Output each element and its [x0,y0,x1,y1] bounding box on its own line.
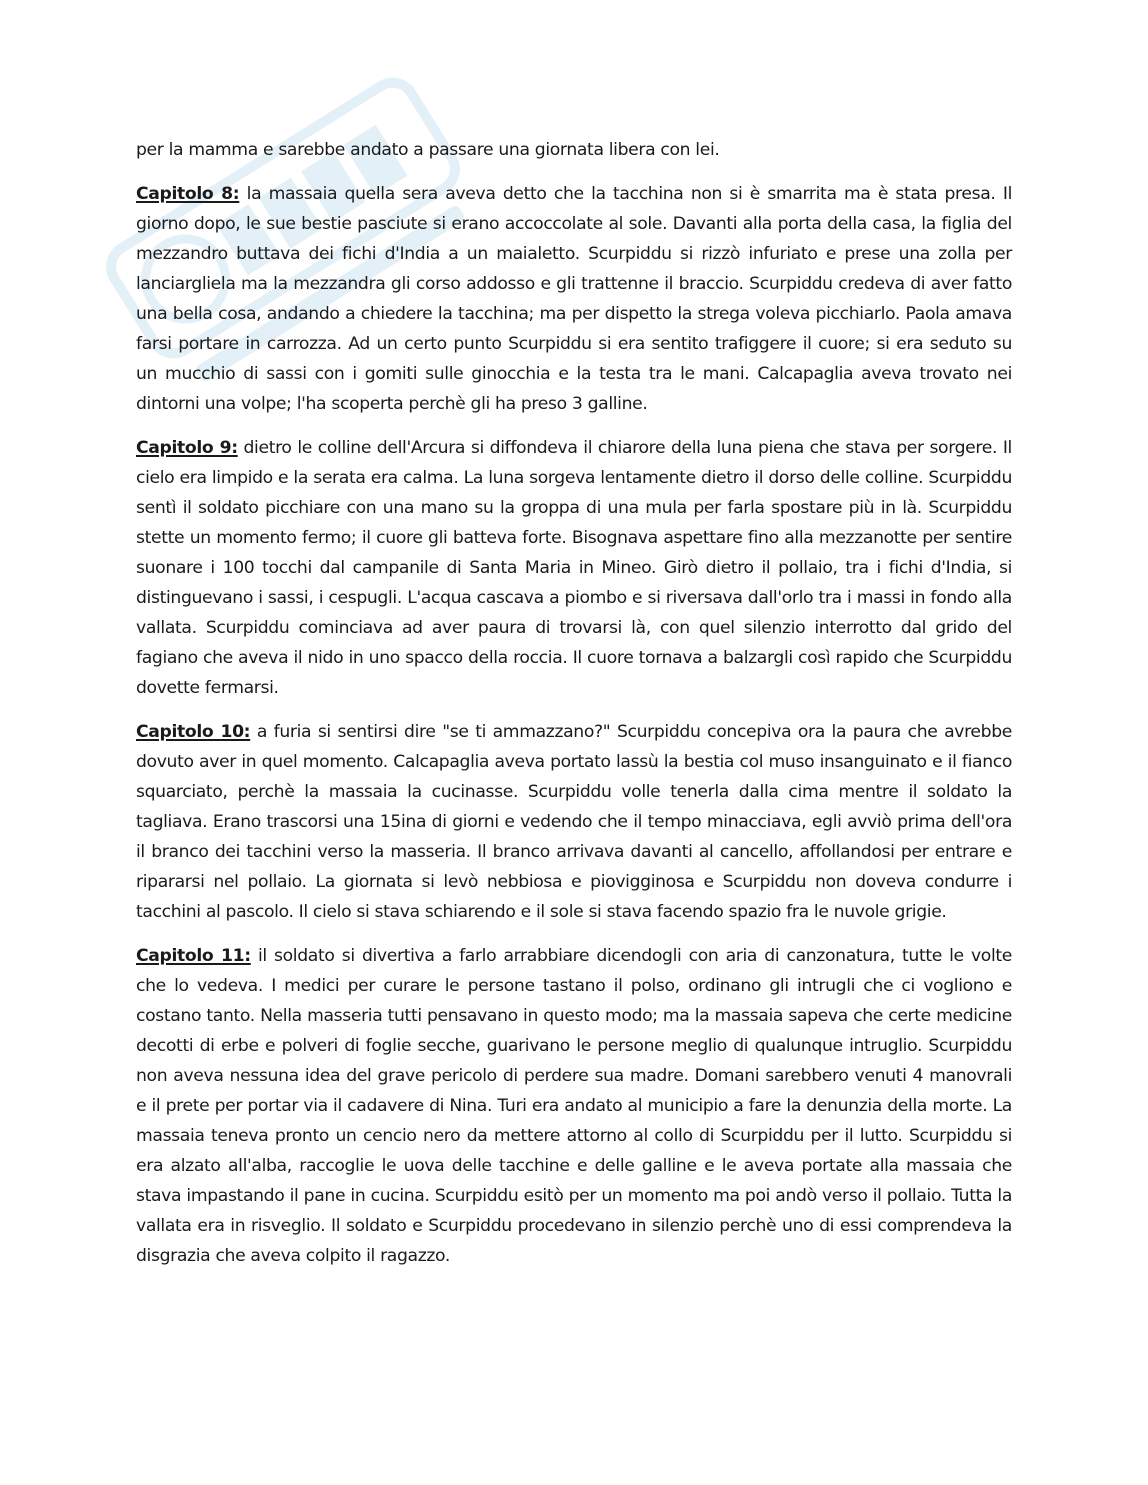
chapter-paragraph [136,179,1012,419]
chapter-heading: Capitolo 10: [136,722,251,742]
chapter-text: a furia si sentirsi dire "se ti ammazzano?" Scurpiddu concepiva ora la paura che avrebbe dovuto aver in quel momento. Calcapaglia aveva portato lassù la bestia col muso insanguinato e il fianco squarciato, perchè la massaia la cucinasse. Scurpiddu volle tenerla dalla cima mentre il soldato la tagliava. Erano trascorsi una 15ina di giorni e vedendo che il tempo minacciava, egli avviò prima dell'ora il branco dei tacchini verso la masseria. Il branco arrivava davanti al cancello, affollandosi per entrare e ripararsi nel pollaio. La giornata si levò nebbiosa e piovigginosa e Scurpiddu non doveva condurre i tacchini al pascolo. Il cielo si stava schiarendo e il sole si stava facendo spazio fra le nuvole grigie. [136,722,1012,922]
chapter-paragraph [136,433,1012,703]
chapter-heading: Capitolo 11: [136,946,251,966]
intro-paragraph: per la mamma e sarebbe andato a passare una giornata libera con lei. [136,140,720,160]
chapter-paragraph [136,717,1012,927]
chapter-heading: Capitolo 8: [136,184,240,204]
chapter-text: la massaia quella sera aveva detto che la tacchina non si è smarrita ma è stata presa. Il giorno dopo, le sue bestie pasciute si erano accoccolate al sole. Davanti alla porta della casa, la figlia del mezzandro buttava dei fichi d'India a un maialetto. Scurpiddu si rizzò infuriato e prese una zolla per lanciargliela ma la mezzandra gli corso addosso e gli trattenne il braccio. Scurpiddu credeva di aver fatto una bella cosa, andando a chiedere la tacchina; ma per dispetto la strega voleva picchiarlo. Paola amava farsi portare in carrozza. Ad un certo punto Scurpiddu si era sentito trafiggere il cuore; si era seduto su un mucchio di sassi con i gomiti sulle ginocchia e la testa tra le mani. Calcapaglia aveva trovato nei dintorni una volpe; l'ha scoperta perchè gli ha preso 3 galline. [136,184,1012,414]
chapter-text: il soldato si divertiva a farlo arrabbiare dicendogli con aria di canzonatura, tutte le volte che lo vedeva. I medici per curare le persone tastano il polso, ordinano gli intrugli che ci vogliono e costano tanto. Nella masseria tutti pensavano in questo modo; ma la massaia sapeva che certe medicine decotti di erbe e polveri di foglie secche, guarivano le persone meglio di qualunque intruglio. Scurpiddu non aveva nessuna idea del grave pericolo di perdere sua madre. Domani sarebbero venuti 4 manovrali e il prete per portar via il cadavere di Nina. Turi era andato al municipio a fare la denunzia della morte. La massaia teneva pronto un cencio nero da mettere attorno al collo di Scurpiddu per il lutto. Scurpiddu si era alzato all'alba, raccoglie le uova delle tacchine e delle galline e le aveva portate alla massaia che stava impastando il pane in cucina. Scurpiddu esitò per un momento ma poi andò verso il pollaio. Tutta la vallata era in risveglio. Il soldato e Scurpiddu procedevano in silenzio perchè uno di essi comprendeva la disgrazia che aveva colpito il ragazzo. [136,946,1012,1266]
chapter-heading: Capitolo 9: [136,438,238,458]
document-body [136,135,1012,1285]
chapter-text: dietro le colline dell'Arcura si diffondeva il chiarore della luna piena che stava per sorgere. Il cielo era limpido e la serata era calma. La luna sorgeva lentamente dietro il dorso delle colline. Scurpiddu sentì il soldato picchiare con una mano su la groppa di una mula per farla spostare più in là. Scurpiddu stette un momento fermo; il cuore gli batteva forte. Bisognava aspettare fino alla mezzanotte per sentire suonare i 100 tocchi dal campanile di Santa Maria in Mineo. Girò dietro il pollaio, tra i fichi d'India, si distinguevano i sassi, i cespugli. L'acqua cascava a piombo e si riversava dall'orlo tra i massi in fondo alla vallata. Scurpiddu cominciava ad aver paura di trovarsi là, con quel silenzio interrotto dal grido del fagiano che aveva il nido in uno spacco della roccia. Il cuore tornava a balzargli così rapido che Scurpiddu dovette fermarsi. [136,438,1012,698]
chapter-paragraph [136,941,1012,1271]
